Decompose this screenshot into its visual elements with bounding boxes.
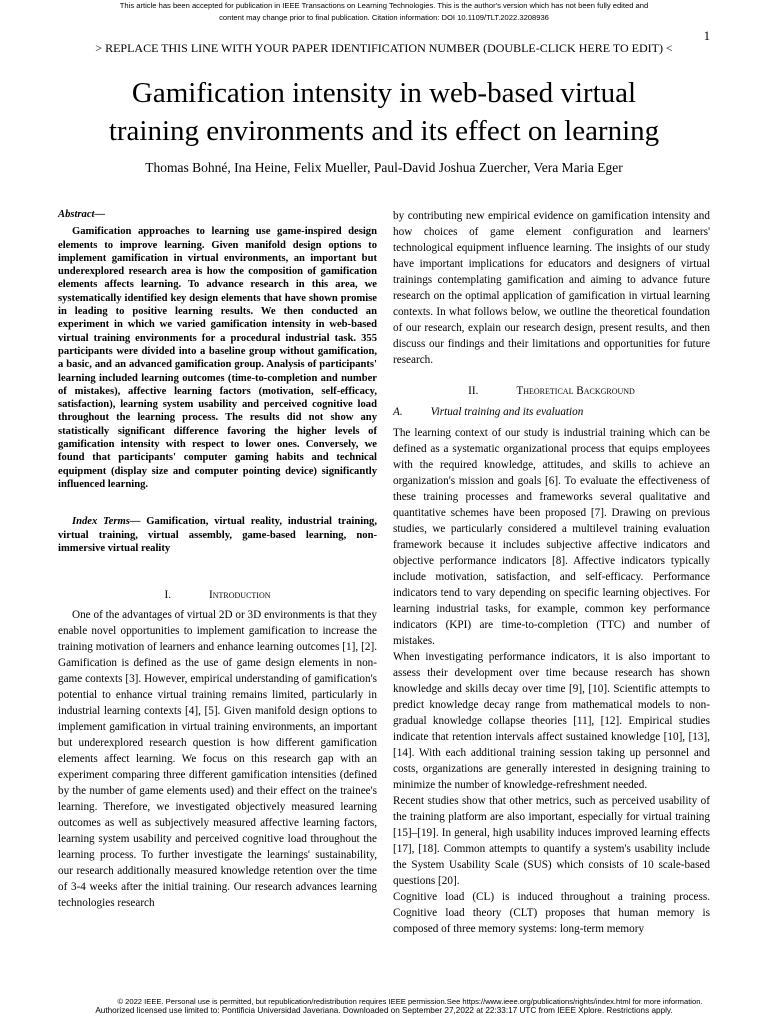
- abstract: [58, 208, 377, 491]
- subsection-number: A.: [393, 406, 403, 418]
- license-footer: Authorized licensed use limited to: Pontificia Universidad Javeriana. Downloaded on September 27,2022 at 22:33:17 UTC from IEEE Xplore. Restrictions apply.: [95, 1006, 673, 1015]
- author-list: Thomas Bohné, Ina Heine, Felix Mueller, Paul-David Joshua Zuercher, Vera Maria Eger: [145, 160, 623, 175]
- section-number: II.: [468, 385, 479, 397]
- left-column: [58, 208, 377, 911]
- page-number: 1: [703, 29, 710, 43]
- paper-title: [0, 74, 768, 150]
- section-heading-theoretical-background: [393, 383, 710, 399]
- body-paragraph: When investigating performance indicators, it is also important to assess their development over time because research has shown knowledge and skills decay over time [9], [10]. Scientific attempts to predict knowledge decay range from mathematical models to non-gradual knowledge collapse theories [11], [12]. Empirical studies indicate that retention intervals affect sustained knowledge [10], [13], [14]. With each additional training session taking up personnel and costs, organizations are generally interested in designing training to minimize the number of knowledge-refreshment needed.: [393, 651, 710, 791]
- subsection-title: Virtual training and its evaluation: [430, 406, 584, 418]
- copyright-footer: © 2022 IEEE. Personal use is permitted, but republication/redistribution requires IEEE permission.See https://www.ieee.org/publications/rights/index.html for more information.: [117, 997, 703, 1006]
- abstract-label: Abstract—: [58, 209, 106, 220]
- section-title: Theoretical Background: [516, 385, 635, 397]
- publication-notice-line-1: This article has been accepted for publication in IEEE Transactions on Learning Technologies. This is the author's version which has not been fully edited and: [119, 1, 649, 10]
- introduction-paragraph: One of the advantages of virtual 2D or 3D environments is that they enable novel opportunities to implement gamification to increase the training motivation of learners and enhance learning outcomes [1], [2]. Gamification is defined as the use of game design elements in non-game contexts [3]. However, empirical understanding of gamification's potential to enhance virtual training remains limited, particularly in industrial learning contexts [4], [5]. Given manifold design options to implement gamification in virtual training environments, an important but underexplored research question is how different gamification elements affect learning. We focus on this research gap with an experiment comparing three different gamification intensities (defined by the number of game elements used) and their effect on the trainee's learning. Therefore, we investigated objectively measured learning outcomes as well as subjectively measured affective learning factors, learning system usability and perceived cognitive load throughout the learning process. To further investigate the learnings' sustainability, our research additionally measured knowledge retention over the time of 3-4 weeks after the initial training. Our research advances learning technologies research: [58, 609, 377, 910]
- publication-notice-line-2: content may change prior to final publication. Citation information: DOI 10.1109/TLT.2022.3208936: [219, 13, 549, 22]
- section-title: Introduction: [209, 589, 271, 602]
- right-column: [393, 208, 710, 937]
- paper-id-placeholder: > REPLACE THIS LINE WITH YOUR PAPER IDENTIFICATION NUMBER (DOUBLE-CLICK HERE TO EDIT) <: [95, 41, 673, 55]
- index-terms: [58, 515, 377, 555]
- abstract-text: Gamification approaches to learning use game-inspired design elements to improve learning. Given manifold design options to implement gamification in virtual environments, an important but underexplored research area is how the composition of gamification elements affects learning. To advance research in this area, we systematically identified key design elements that have shown promise in leading to positive learning results. We then conducted an experiment in which we varied gamification intensity in web-based virtual training environments for a procedural industrial task. 355 participants were divided into a baseline group without gamification, a basic, and an advanced gamification group. Analysis of participants' learning included learning outcomes (time-to-completion and number of mistakes), affective learning factors (motivation, self-efficacy, satisfaction), learning system usability and perceived cognitive load throughout the learning process. The results did not show any statistically significant difference favoring the higher levels of gamification intensity with respect to lower ones. Conversely, we found that participants' computer gaming habits and technical equipment (display size and computer pointing device) significantly influenced learning.: [58, 226, 377, 490]
- section-heading-introduction: [58, 587, 377, 603]
- body-paragraph: The learning context of our study is industrial training which can be defined as a systematic organizational process that equips employees with the required knowledge, attitudes, and skills to achieve an organization's mission and goals [6]. To evaluate the effectiveness of these training processes and frameworks several qualitative and quantitative schemes have been proposed [7]. Drawing on previous studies, we particularly considered a multilevel training evaluation framework because it includes subjective affective indicators and objective performance indicators [8]. Affective indicators typically include motivation, satisfaction, and self-efficacy. Performance indicators tend to vary depending on specific learning objectives. For learning industrial tasks, for example, common key performance indicators (KPI) are time-to-completion (TTC) and number of mistakes.: [393, 427, 710, 647]
- introduction-continuation: by contributing new empirical evidence on gamification intensity and how choices of game element configuration and learners' technological equipment influence learning. The insights of our study have important implications for educators and designers of virtual trainings contemplating gamification and aiming to advance future research on the optimal application of gamification in virtual learning contexts. In what follows below, we outline the theoretical foundation of our research, explain our research design, present results, and then discuss our findings and their limitations and opportunities for future research.: [393, 210, 710, 366]
- paper-title-line-2: training environments and its effect on learning: [108, 115, 660, 147]
- section-number: I.: [164, 589, 172, 602]
- body-paragraph: Cognitive load (CL) is induced throughout a training process. Cognitive load theory (CLT) proposes that human memory is composed of three memory systems: long-term memory: [393, 891, 710, 935]
- paper-title-line-1: Gamification intensity in web-based virtual: [131, 77, 637, 109]
- index-terms-text: — Gamification, virtual reality, industrial training, virtual training, virtual assembly, game-based learning, non-immersive virtual reality: [58, 516, 377, 554]
- body-paragraph: Recent studies show that other metrics, such as perceived usability of the training platform are also important, especially for virtual training [15]–[19]. In general, high usability induces improved learning effects [17], [18]. Common attempts to quantify a system's usability include the System Usability Scale (SUS) which consists of 10 scale-based questions [20].: [393, 795, 710, 887]
- publication-notice: [0, 0, 768, 24]
- subsection-heading-virtual-training: [393, 404, 710, 420]
- index-terms-label: Index Terms: [72, 516, 130, 528]
